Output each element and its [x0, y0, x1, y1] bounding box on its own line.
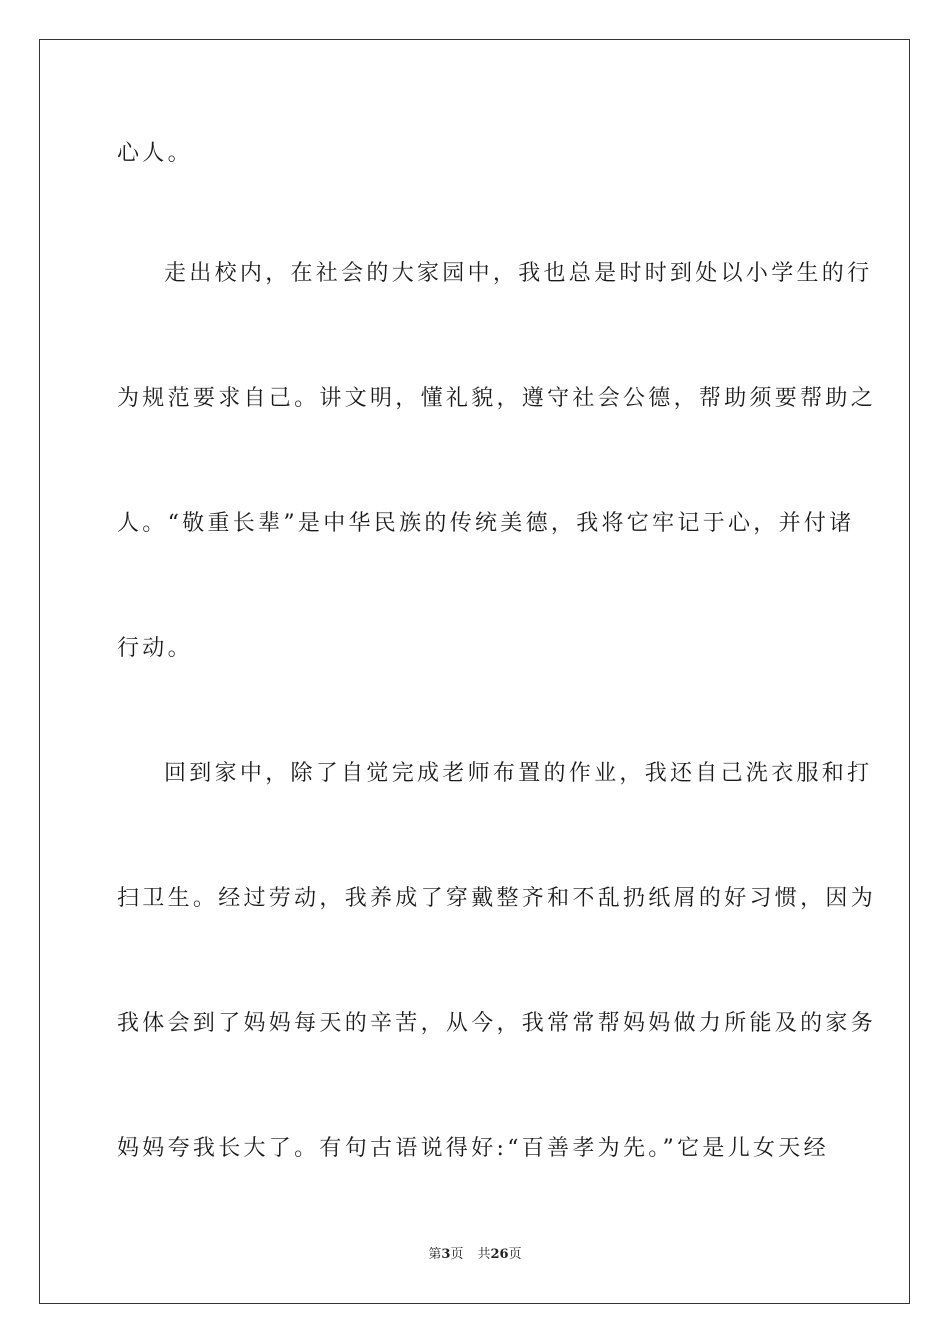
footer-total-suffix: 页: [508, 1247, 522, 1262]
text-line-8: 我体会到了妈妈每天的辛苦，从今，我常常帮妈妈做力所能及的家务: [117, 1011, 877, 1036]
footer-page-suffix: 页: [450, 1247, 464, 1262]
text-line-2: 走出校内，在社会的大家园中，我也总是时时到处以小学生的行: [164, 261, 873, 286]
text-line-9: 妈妈夸我长大了。有句古语说得好:“百善孝为先。”它是儿女天经: [117, 1136, 829, 1161]
footer-total-prefix: 共: [477, 1247, 491, 1262]
footer-page-number: 3: [441, 1247, 451, 1262]
text-line-7: 扫卫生。经过劳动，我养成了穿戴整齐和不乱扔纸屑的好习惯，因为: [117, 886, 877, 911]
text-line-6: 回到家中，除了自觉完成老师布置的作业，我还自己洗衣服和打: [164, 761, 873, 786]
text-line-1: 心人。: [117, 141, 193, 166]
footer-page-prefix: 第: [428, 1247, 442, 1262]
footer-total-pages: 26: [490, 1247, 509, 1262]
page-frame: [39, 39, 910, 1304]
text-line-3: 为规范要求自己。讲文明，懂礼貌，遵守社会公德，帮助须要帮助之: [117, 386, 877, 411]
page-footer: [0, 1247, 950, 1263]
text-line-4: 人。“敬重长辈”是中华民族的传统美德，我将它牢记于心，并付诸: [117, 511, 855, 536]
text-line-5: 行动。: [117, 636, 193, 661]
